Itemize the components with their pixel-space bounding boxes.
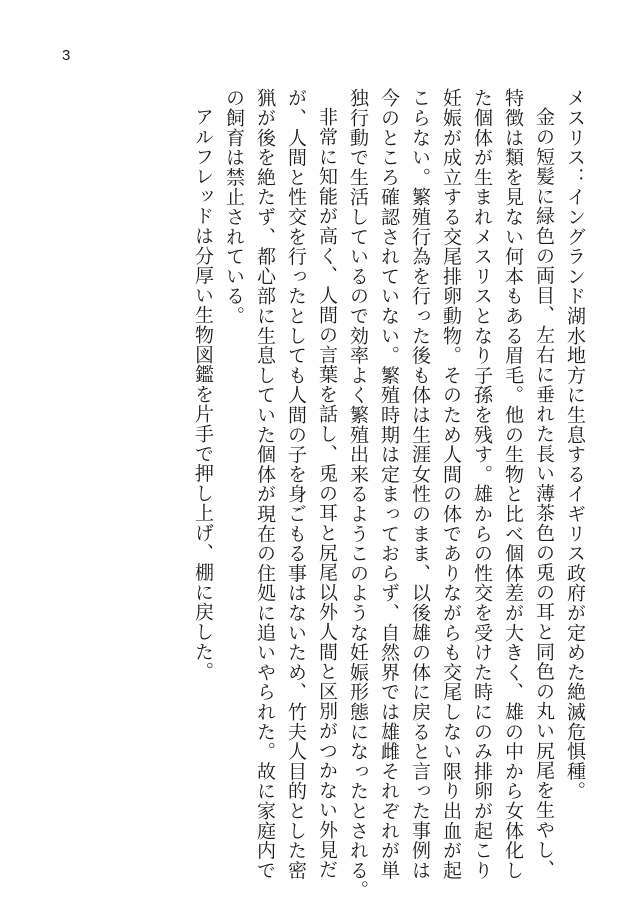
text-column-14: アルフレッドは分厚い生物図鑑を片手で押し上げ、棚に戻した。 <box>192 107 214 682</box>
text-column-5: 妊娠が成立する交尾排卵動物。そのため人間の体でありながらも交尾しない限り出血が起 <box>440 88 462 880</box>
page-number: 3 <box>62 47 71 64</box>
text-column-9: 非常に知能が高く、人間の言葉を話し、兎の耳と尻尾以外人間と区別がつかない外見だ <box>316 107 338 880</box>
text-column-10: が、人間と性交を行ったとしても人間の子を身ごもる事はないため、竹夫人目的とした密 <box>285 88 307 880</box>
vertical-text-body <box>187 88 590 900</box>
text-column-8: 独行動で生活しているので効率よく繁殖出来るようこのような妊娠形態になったとされる。 <box>347 88 369 900</box>
text-column-2: 金の短髪に緑色の両目、左右に垂れた長い薄茶色の兎の耳と同色の丸い尻尾を生やし、 <box>533 107 555 880</box>
text-column-4: た個体が生まれメスリスとなり子孫を残す。雄からの性交を受けた時にのみ排卵が起こり <box>471 88 493 880</box>
text-column-1: メスリス：イングランド湖水地方に生息するイギリス政府が定めた絶滅危惧種。 <box>564 88 586 801</box>
text-column-3: 特徴は類を見ない何本もある眉毛。他の生物と比べ個体差が大きく、雄の中から女体化し <box>502 88 524 880</box>
text-column-12: の飼育は禁止されている。 <box>223 88 245 326</box>
text-column-7: 今のところ確認されていない。繁殖時期は定まっておらず、自然界では雄雌それぞれが単 <box>378 88 400 880</box>
text-column-11: 猟が後を絶たず、都心部に生息していた個体が現在の住処に追いやられた。故に家庭内で <box>254 88 276 880</box>
text-column-6: こらない。繁殖行為を行った後も体は生涯女性のまま、以後雄の体に戻ると言った事例は <box>409 88 431 880</box>
